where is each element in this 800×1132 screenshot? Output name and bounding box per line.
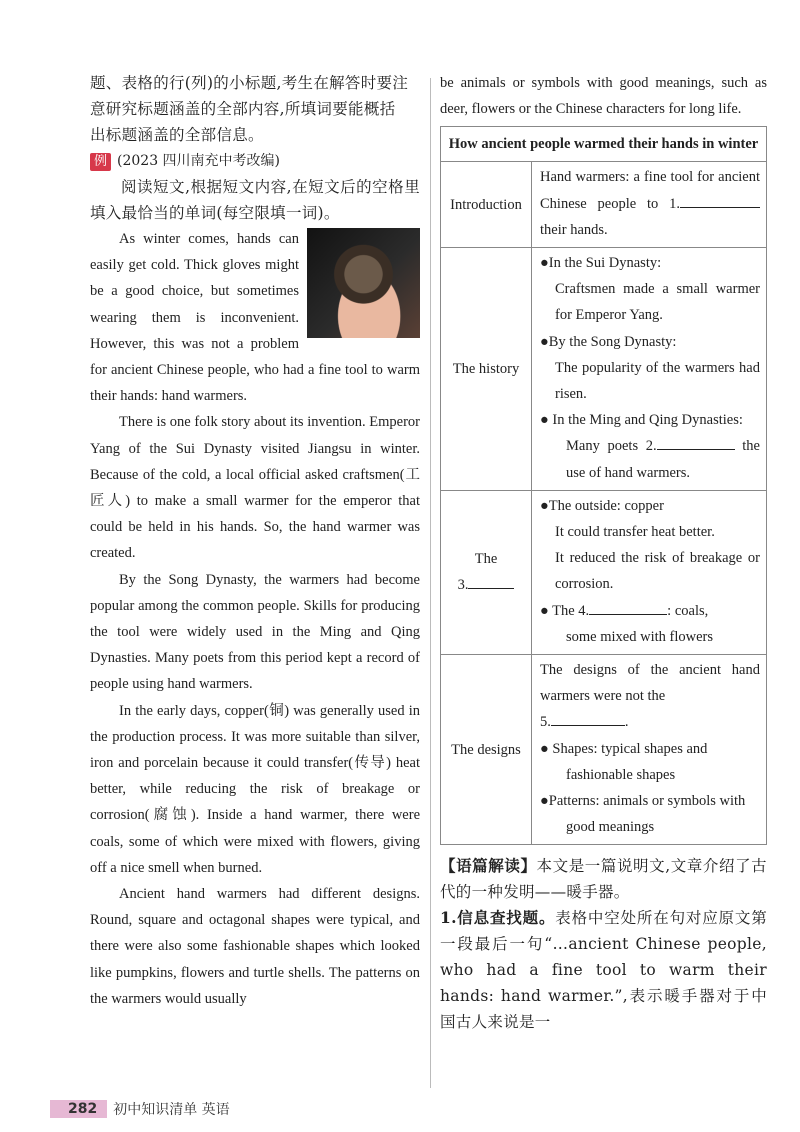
blank-1[interactable] xyxy=(680,191,760,208)
passage-paragraph-2: There is one folk story about its invention. Emperor Yang of the Sui Dynasty visited Jiangsu in winter. Because of the cold, a local official asked craftsmen(工匠人) to make a small warmer for the emperor that could be held in his hands. So, the hand warmer was created. xyxy=(90,414,420,562)
hand-warmer-photo xyxy=(307,228,420,338)
blank-5[interactable] xyxy=(551,709,625,726)
instruction: 阅读短文,根据短文内容,在短文后的空格里填入最恰当的单词(每空限填一词)。 xyxy=(90,178,420,222)
table-row xyxy=(441,248,767,491)
row-label-introduction: Introduction xyxy=(441,162,532,248)
example-header xyxy=(90,148,420,174)
answer-explanation-1: 1.信息查找题。表格中空处所在句对应原文第一段最后一句“…ancient Chinese people, who had a fine tool to warm their hands: hand warmer.”,表示暖手器对于中国古人来说是一 xyxy=(440,908,767,1032)
intro-line-2: 意研究标题涵盖的全部内容,所填词要能概括 xyxy=(90,100,396,118)
table-row xyxy=(441,490,767,654)
passage-continuation: be animals or symbols with good meanings, such as deer, flowers or the Chinese characters for long life. xyxy=(440,75,767,118)
table-row xyxy=(441,655,767,845)
discourse-note: 【语篇解读】本文是一篇说明文,文章介绍了古代的一种发明——暖手器。 xyxy=(440,856,767,902)
table-row xyxy=(441,162,767,248)
blank-4[interactable] xyxy=(589,598,667,615)
intro-line-3: 出标题涵盖的全部信息。 xyxy=(90,126,264,144)
blank-2[interactable] xyxy=(657,433,735,450)
designs-cell: The designs of the ancient hand warmers were not the 5. . ● Shapes: typical shapes and fashionable shapes ●Patterns: animals or symbols with good meanings xyxy=(532,655,767,845)
passage-paragraph-1: As winter comes, hands can easily get cold. Thick gloves might be a good choice, but sometimes wearing them is inconvenient. However, this was not a problem for ancient Chinese people, who had a fine tool to warm their hands: hand warmers. xyxy=(90,231,420,405)
row-label-history: The history xyxy=(441,248,532,491)
row-label-material: The 3. xyxy=(441,490,532,654)
page-footer xyxy=(50,1097,280,1121)
page-number: 282 xyxy=(50,1100,107,1118)
history-cell: ●In the Sui Dynasty: Craftsmen made a small warmer for Emperor Yang. ●By the Song Dynasty: The popularity of the warmers had risen. ● In the Ming and Qing Dynasties: Many poets 2. the use of hand warmers. xyxy=(532,248,767,491)
left-column xyxy=(90,70,420,1012)
row-label-designs: The designs xyxy=(441,655,532,845)
table-title: How ancient people warmed their hands in winter xyxy=(441,127,767,162)
passage-paragraph-4: In the early days, copper(铜) was generally used in the production process. It was more suitable than silver, iron and porcelain because it could transfer(传导) heat better, while reducing the risk of breakage or corrosion(腐蚀). Inside a hand warmer, there were coals, some of which were mixed with flowers, giving off a nice smell when burned. xyxy=(90,702,420,876)
book-title: 初中知识清单 英语 xyxy=(113,1102,230,1118)
summary-table xyxy=(440,126,767,845)
blank-3[interactable] xyxy=(468,572,514,589)
passage-paragraph-5: Ancient hand warmers had different designs. Round, square and octagonal shapes were typical, and there were also some fashionable shapes which looked like pumpkins, flowers and turtle shells. The patterns on the warmers would usually xyxy=(90,886,420,1007)
example-tag: 例 xyxy=(90,153,111,171)
intro-line-1: 题、表格的行(列)的小标题,考生在解答时要注 xyxy=(90,74,409,92)
passage-paragraph-3: By the Song Dynasty, the warmers had become popular among the common people. Skills for producing the tool were widely used in the Ming and Qing Dynasties. Many poets from this period kept a record of people using hand warmers. xyxy=(90,571,420,693)
column-divider xyxy=(430,78,431,1088)
example-source: (2023 四川南充中考改编) xyxy=(117,153,281,169)
material-cell: ●The outside: copper It could transfer heat better. It reduced the risk of breakage or corrosion. ● The 4. : coals, some mixed with flowers xyxy=(532,490,767,654)
introduction-cell: Hand warmers: a fine tool for ancient Chinese people to 1. their hands. xyxy=(532,162,767,248)
right-column xyxy=(440,70,767,1035)
